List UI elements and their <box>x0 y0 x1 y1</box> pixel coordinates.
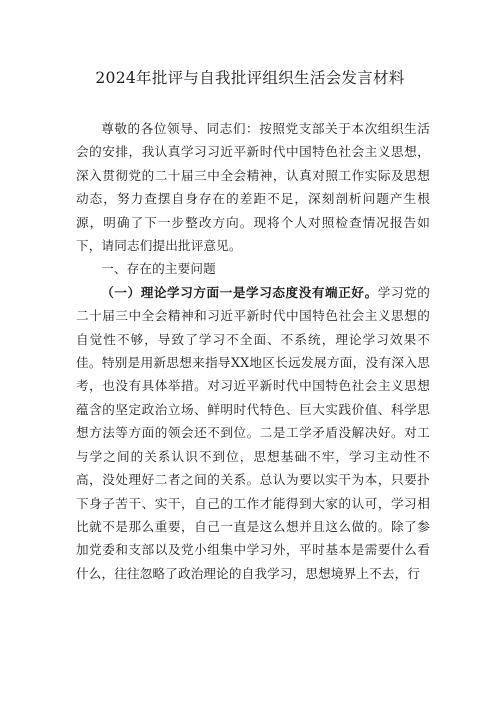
subsection-one-title: （一）理论学习方面一是学习态度没有端正好。 <box>101 284 378 300</box>
subsection-one-paragraph <box>76 281 430 585</box>
subsection-one-body: 学习党的二十届三中全会精神和习近平新时代中国特色社会主义思想的自觉性不够，导致了学习不全面、不系统，理论学习效果不佳。特别是用新思想来指导XX地区长远发展方面，没有深入思考，也没有具体举措。对习近平新时代中国特色社会主义思想蕴含的坚定政治立场、鲜明时代特色、巨大实践价值、科学思想方法等方面的领会还不到位。二是工学矛盾没解决好。对工与学之间的关系认识不到位，思想基础不牢，学习主动性不高，没处理好二者之间的关系。总认为要以实干为本，只要扑下身子苦干、实干，自己的工作才能得到大家的认可，学习相比就不是那么重要，自己一直是这么想并且这么做的。除了参加党委和支部以及党小组集中学习外，平时基本是需要什么看什么，往往忽略了政治理论的自我学习，思想境界上不去，行 <box>76 284 430 581</box>
greeting-paragraph: 尊敬的各位领导、同志们：按照党支部关于本次组织生活会的安排，我认真学习习近平新时代中国特色社会主义思想，深入贯彻党的二十届三中全会精神，认真对照工作实际及思想动态，努力查摆自身存在的差距不足，深刻剖析问题产生根源，明确了下一步整改方向。现将个人对照检查情况报告如下，请同志们提出批评意见。 <box>76 121 430 254</box>
document-body <box>76 117 430 585</box>
section-one-heading: 一、存在的主要问题 <box>101 261 216 277</box>
document-title: 2024年批评与自我批评组织生活会发言材料 <box>95 69 405 87</box>
